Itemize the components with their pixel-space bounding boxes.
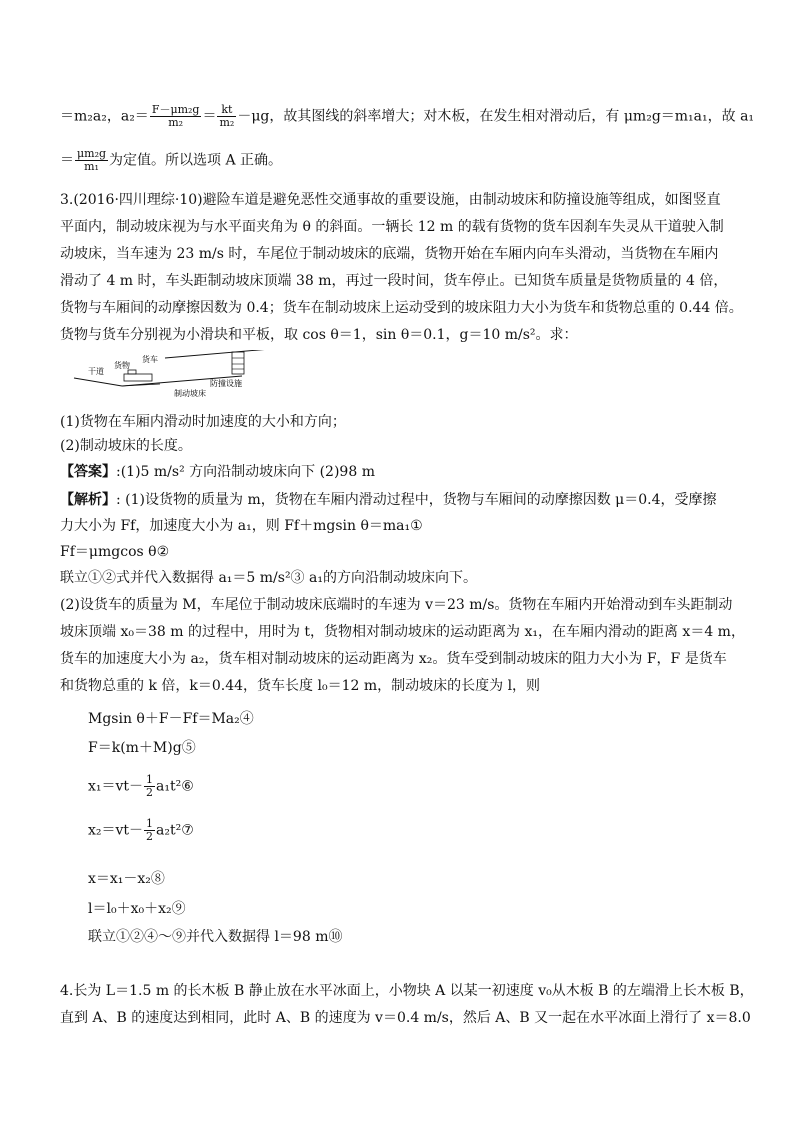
label-cargo: 货物: [114, 361, 130, 370]
equation-6: x₁＝vt－ $\frac{1}{2}$ a₁t²⑥: [88, 773, 194, 799]
slope-diagram: [70, 350, 290, 420]
analysis-line: 货车的加速度大小为 a₂，货车相对制动坡床的运动距离为 x₂。货车受到制动坡床的阻力大小为 F，F 是货车: [60, 651, 727, 667]
equation-9: l＝l₀＋x₀＋x₂⑨: [88, 901, 186, 917]
fraction-half: $\frac{1}{2}$: [146, 773, 154, 799]
label-bed: 制动坡床: [174, 389, 206, 398]
equation-4: Mgsin θ＋F－Ff＝Ma₂④: [88, 711, 254, 727]
question-3-line: 货物与货车分别视为小滑块和平板，取 cos θ＝1，sin θ＝0.1，g＝10 m/s²。求：: [60, 327, 578, 343]
question-4-line: 4.长为 L＝1.5 m 的长木板 B 静止放在水平冰面上，小物块 A 以某一初速度 v₀从木板 B 的左端滑上长木板 B，: [60, 983, 754, 999]
fraction: $\frac{\text{μm₂g}}{\text{m₁}}$: [77, 147, 107, 173]
barrier-icon: [232, 352, 244, 374]
label-road: 干道: [88, 367, 104, 376]
slope-top-line: [165, 350, 282, 358]
text-line: ＝m₂a₂，a₂＝ $\frac{\text{F－μm₂g}}{\text{m₂}}$ ＝ $\frac{kt}{\text{m₂}}$ －μg，故其图线的斜率增大；对木板，在发生相对滑动后，有 μm₂g＝m₁a₁，故 a₁: [60, 103, 755, 129]
question-3-line: 滑动了 4 m 时，车头距制动坡床顶端 38 m，再过一段时间，货车停止。已知货车质量是货物质量的 4 倍，: [60, 273, 728, 289]
road-line: [74, 378, 122, 386]
answer-line: 【答案】:(1)5 m/s² 方向沿制动坡床向下 (2)98 m: [60, 464, 375, 480]
equation-8: x＝x₁－x₂⑧: [88, 871, 165, 887]
question-3-line: 平面内，制动坡床视为与水平面夹角为 θ 的斜面。一辆长 12 m 的载有货物的货车因刹车失灵从干道驶入制: [60, 219, 724, 235]
sub-question-1: (1)货物在车厢内滑动时加速度的大小和方向；: [60, 414, 346, 430]
equation-7: x₂＝vt－ $\frac{1}{2}$ a₂t²⑦: [88, 817, 194, 843]
label-barrier: 防撞设施: [210, 379, 242, 388]
fraction: $\frac{\text{F－μm₂g}}{\text{m₂}}$: [151, 103, 200, 129]
fraction-half: $\frac{1}{2}$: [146, 817, 154, 843]
analysis-line: 【解析】: (1)设货物的质量为 m，货物在车厢内滑动过程中，货物与车厢间的动摩擦因数 μ＝0.4，受摩擦: [60, 492, 717, 508]
analysis-line: 联立①②式并代入数据得 a₁＝5 m/s²③ a₁的方向沿制动坡床向下。: [60, 570, 477, 586]
question-3-line: 3.(2016·四川理综·10)避险车道是避免恶性交通事故的重要设施，由制动坡床和防撞设施等组成，如图竖直: [60, 192, 721, 208]
analysis-tag: 【解析】: [60, 492, 116, 508]
equation-10: 联立①②④～⑨并代入数据得 l＝98 m⑩: [88, 929, 343, 945]
question-3-line: 货物与车厢间的动摩擦因数为 0.4；货车在制动坡床上运动受到的坡床阻力大小为货车和货物总重的 0.44 倍。: [60, 300, 743, 316]
analysis-line: 坡床顶端 x₀＝38 m 的过程中，用时为 t，货物相对制动坡床的运动距离为 x₁，在车厢内滑动的距离 x＝4 m，: [60, 624, 745, 640]
question-3-line: 动坡床，当车速为 23 m/s 时，车尾位于制动坡床的底端，货物开始在车厢内向车头滑动，当货物在车厢内: [60, 246, 719, 262]
answer-tag: 【答案】: [60, 464, 116, 480]
analysis-line: 和货物总重的 k 倍，k＝0.44，货车长度 l₀＝12 m，制动坡床的长度为 l，则: [60, 678, 541, 694]
cargo-icon: [128, 370, 136, 374]
truck-icon: [124, 374, 152, 381]
fraction: $\frac{kt}{\text{m₂}}$: [219, 103, 235, 129]
label-truck: 货车: [142, 355, 158, 364]
analysis-line: 力大小为 Ff，加速度大小为 a₁，则 Ff＋mgsin θ＝ma₁①: [60, 518, 423, 534]
equation-5: F＝k(m＋M)g⑤: [88, 740, 196, 756]
sub-question-2: (2)制动坡床的长度。: [60, 438, 192, 454]
analysis-line: Ff＝μmgcos θ②: [60, 544, 170, 560]
text-line: ＝ $\frac{\text{μm₂g}}{\text{m₁}}$ 为定值。所以选项 A 正确。: [60, 147, 283, 173]
analysis-line: (2)设货车的质量为 M，车尾位于制动坡床底端时的车速为 v＝23 m/s。货物在车厢内开始滑动到车头距制动: [60, 597, 733, 613]
question-4-line: 直到 A、B 的速度达到相同，此时 A、B 的速度为 v＝0.4 m/s，然后 A、B 又一起在水平冰面上滑行了 x＝8.0: [60, 1010, 751, 1026]
